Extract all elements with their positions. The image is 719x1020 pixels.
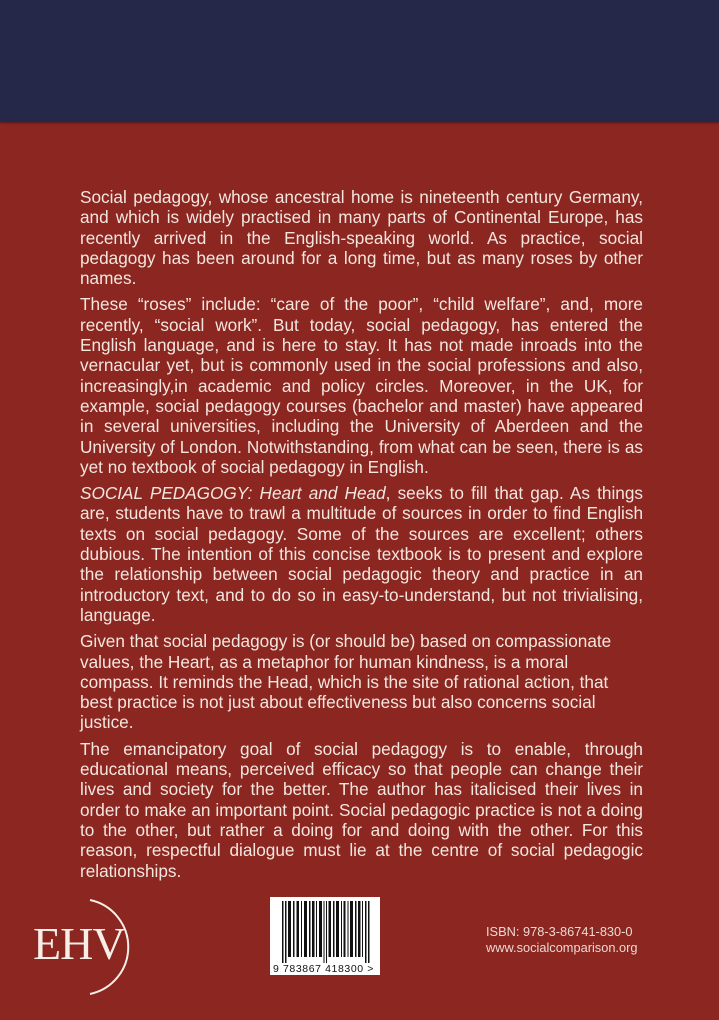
isbn-text: ISBN: 978-3-86741-830-0 xyxy=(486,924,633,939)
barcode-digits xyxy=(270,963,380,975)
blurb-paragraph-2: These “roses” include: “care of the poor”, “child welfare”, and, more recently, “social work”. But today, social pedagogy, has entered the English language, and is here to stay. It has not made inroads into the vernacular yet, but is commonly used in the social professions and also, increasingly,in academic and policy circles. Moreover, in the UK, for example, social pedagogy courses (bachelor and master) have appeared in several universities, including the University of Aberdeen and the University of London. Notwithstanding, from what can be seen, there is as yet no textbook of social pedagogy in English. xyxy=(80,294,643,477)
barcode-number: 9 783867 418300 xyxy=(273,963,364,975)
back-cover-blurb xyxy=(80,187,643,887)
blurb-paragraph-4: Given that social pedagogy is (or should be) based on compassionate values, the Heart, as a metaphor for human kindness, is a moral compass. It reminds the Head, which is the site of rational action, that best practice is not just about effectiveness but also concerns social justice. xyxy=(80,631,612,733)
logo-text: EHV xyxy=(33,918,125,969)
barcode-bars-icon xyxy=(270,897,380,963)
isbn-barcode xyxy=(270,897,380,975)
publisher-logo xyxy=(28,897,138,997)
website-text: www.socialcomparison.org xyxy=(486,940,638,955)
publication-info xyxy=(486,924,638,956)
blurb-paragraph-3 xyxy=(80,483,643,625)
barcode-quiet-zone-marker: > xyxy=(367,963,375,975)
top-navy-band xyxy=(0,0,719,122)
book-title-italic: SOCIAL PEDAGOGY: Heart and Head xyxy=(80,483,386,504)
blurb-paragraph-1: Social pedagogy, whose ancestral home is nineteenth century Germany, and which is widely practised in many parts of Continental Europe, has recently arrived in the English-speaking world. As practice, social pedagogy has been around for a long time, but as many roses by other names. xyxy=(80,187,643,289)
blurb-paragraph-5: The emancipatory goal of social pedagogy is to enable, through educational means, perceived efficacy so that people can change their lives and society for the better. The author has italicised their lives in order to make an important point. Social pedagogic practice is not a doing to the other, but rather a doing for and doing with the other. For this reason, respectful dialogue must lie at the centre of social pedagogic relationships. xyxy=(80,738,643,881)
blurb-paragraph-3-text: , seeks to fill that gap. As things are, students have to trawl a multitude of sources in order to find English texts on social pedagogy. Some of the sources are excellent; others dubious. The intention of this concise textbook is to present and explore the relationship between social pedagogic theory and practice in an introductory text, and to do so in easy-to-understand, but not trivialising, language. xyxy=(80,483,644,625)
